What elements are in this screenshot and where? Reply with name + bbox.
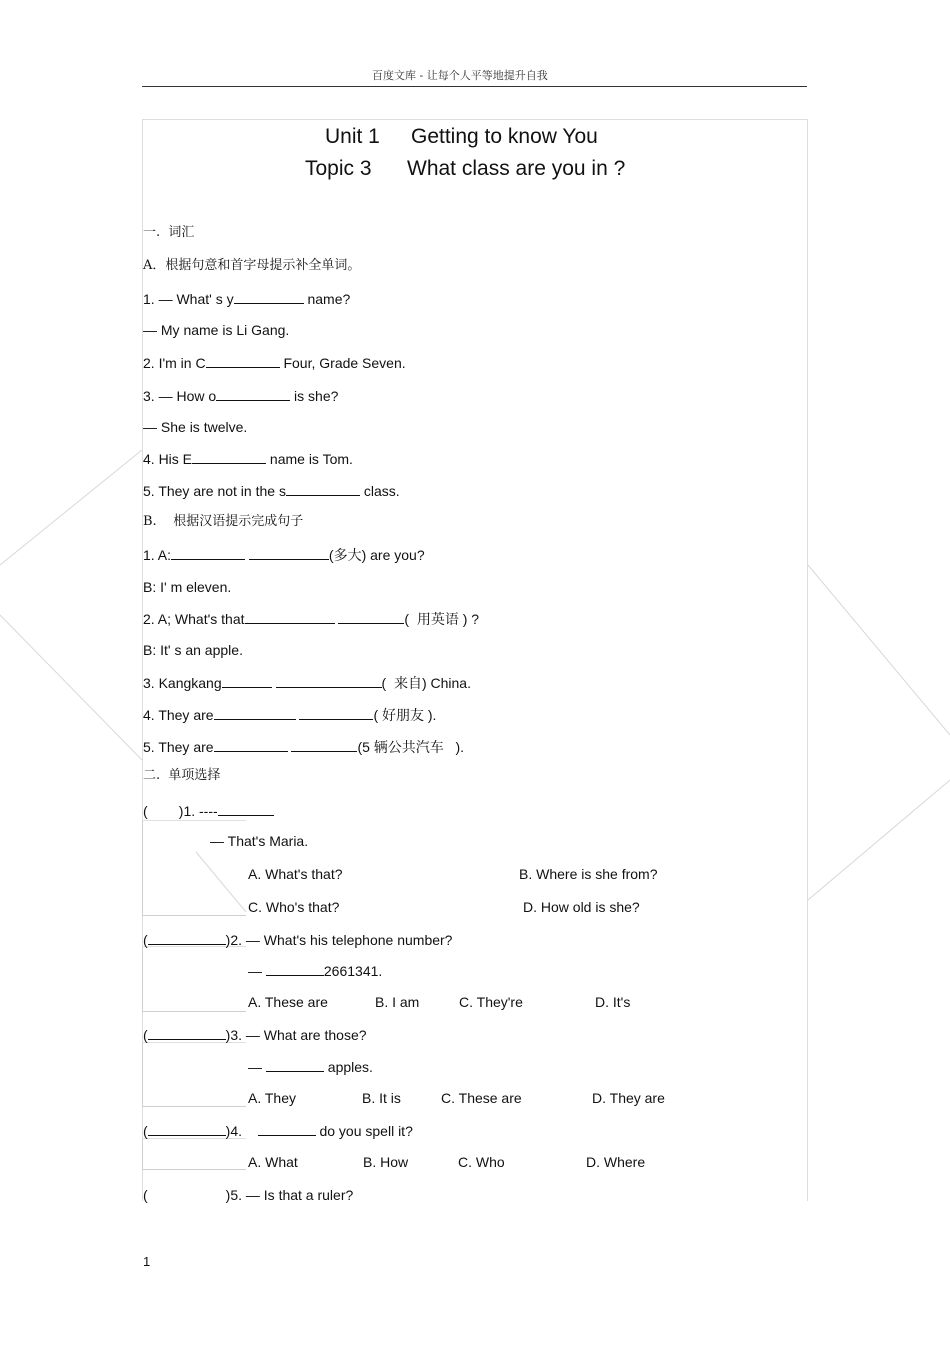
part-b-item-5: [143, 737, 464, 756]
item-hint: (多大): [328, 547, 367, 563]
part-a-item-1: [143, 289, 350, 308]
item-text: 4. His E: [143, 451, 193, 467]
question-text: )3. — What are those?: [225, 1027, 367, 1043]
part-a-item-2: [143, 353, 406, 372]
question-3-option-c[interactable]: C. These are: [441, 1090, 522, 1106]
question-2-stem: [143, 930, 452, 949]
dash: —: [248, 963, 266, 979]
question-5-stem: [143, 1185, 353, 1204]
part-b-item-3: [143, 673, 471, 692]
item-text: 3. Kangkang: [143, 675, 222, 691]
item-text: 5. They are not in the s: [143, 483, 286, 499]
question-3-stem: [143, 1025, 367, 1044]
part-b-heading: B. 根据汉语提示完成句子: [143, 514, 304, 529]
question-paren: (: [143, 1027, 148, 1043]
question-4-option-b[interactable]: B. How: [363, 1154, 409, 1170]
part-b-item-2: [143, 609, 479, 628]
part-b-item-4: [143, 705, 436, 724]
answer-blank[interactable]: [214, 705, 296, 720]
item-text: 1. — What' s y: [143, 291, 234, 307]
answer-blank[interactable]: [245, 609, 335, 624]
question-4-option-d[interactable]: D. Where: [586, 1154, 646, 1170]
answer-blank[interactable]: [148, 930, 226, 945]
item-hint: ( 用英语 ) ?: [404, 611, 480, 627]
title-unit-name: Getting to know You: [411, 125, 598, 148]
question-2-option-a[interactable]: A. These are: [248, 994, 328, 1010]
answer-blank[interactable]: [299, 705, 373, 720]
question-1-option-b[interactable]: B. Where is she from?: [519, 866, 658, 882]
question-4-option-c[interactable]: C. Who: [458, 1154, 505, 1170]
part-b-item-2-reply: B: It' s an apple.: [143, 642, 243, 658]
item-text: name?: [303, 291, 351, 307]
item-hint: ( 好朋友 ).: [373, 707, 437, 723]
question-4-stem: [143, 1121, 413, 1140]
item-hint: ( 来自): [381, 675, 427, 691]
answer-blank[interactable]: [148, 1025, 226, 1040]
question-text: )4.: [225, 1123, 243, 1139]
answer-blank[interactable]: [258, 1121, 316, 1136]
answer-blank[interactable]: [192, 449, 266, 464]
answer-blank[interactable]: [148, 1185, 226, 1200]
question-paren: (: [143, 932, 148, 948]
item-hint: (5 辆公共汽车 ).: [357, 739, 465, 755]
part-a-item-3-reply: — She is twelve.: [143, 419, 248, 435]
reply-text: apples.: [323, 1059, 373, 1075]
answer-blank[interactable]: [171, 545, 245, 560]
item-text: class.: [359, 483, 400, 499]
question-paren: (: [143, 1187, 148, 1203]
question-text: do you spell it?: [315, 1123, 413, 1139]
question-text: )5. — Is that a ruler?: [225, 1187, 354, 1203]
answer-blank[interactable]: [216, 386, 290, 401]
part-a-item-1-reply: — My name is Li Gang.: [143, 322, 290, 338]
question-text: )2. — What's his telephone number?: [225, 932, 453, 948]
question-paren: ( )1. ----: [143, 803, 218, 819]
dash: —: [248, 1059, 266, 1075]
section-choice-heading: 二. 单项选择: [143, 768, 221, 783]
part-a-item-4: [143, 449, 353, 468]
item-text: 2. A; What's that: [143, 611, 245, 627]
item-text: 5. They are: [143, 739, 214, 755]
question-2-reply: [248, 961, 382, 980]
title-unit: Unit 1: [325, 125, 380, 148]
question-paren: (: [143, 1123, 148, 1139]
reply-text: 2661341.: [323, 963, 383, 979]
answer-blank[interactable]: [291, 737, 357, 752]
answer-blank[interactable]: [276, 673, 382, 688]
answer-blank[interactable]: [266, 1057, 324, 1072]
question-3-box: [142, 1042, 246, 1107]
answer-blank[interactable]: [214, 737, 288, 752]
question-2-box: [142, 946, 246, 1012]
title-topic: Topic 3: [305, 157, 372, 180]
item-text: Four, Grade Seven.: [279, 355, 406, 371]
answer-blank[interactable]: [249, 545, 329, 560]
item-text: 1. A:: [143, 547, 172, 563]
answer-blank[interactable]: [148, 1121, 226, 1136]
answer-blank[interactable]: [222, 673, 272, 688]
part-b-item-1: [143, 545, 425, 564]
question-2-option-c[interactable]: C. They're: [459, 994, 523, 1010]
item-text: 3. — How o: [143, 388, 217, 404]
part-a-heading: A．根据句意和首字母提示补全单词。: [143, 258, 361, 273]
answer-blank[interactable]: [286, 481, 360, 496]
part-b-item-1-reply: B: I' m eleven.: [143, 579, 232, 595]
question-1-option-a[interactable]: A. What's that?: [248, 866, 343, 882]
item-text: 4. They are: [143, 707, 214, 723]
answer-blank[interactable]: [234, 289, 304, 304]
question-3-option-a[interactable]: A. They: [248, 1090, 296, 1106]
question-1-stem: [143, 801, 274, 820]
question-3-option-b[interactable]: B. It is: [362, 1090, 401, 1106]
part-a-item-3: [143, 386, 338, 405]
item-text: is she?: [290, 388, 339, 404]
question-1-reply: — That's Maria.: [210, 833, 309, 849]
title-topic-name: What class are you in ?: [407, 157, 626, 180]
item-text: name is Tom.: [266, 451, 353, 467]
question-1-option-c[interactable]: C. Who's that?: [248, 899, 340, 915]
part-a-item-5: [143, 481, 400, 500]
answer-blank[interactable]: [218, 801, 274, 816]
answer-blank[interactable]: [206, 353, 280, 368]
question-4-box: [142, 1138, 246, 1170]
page-number: 1: [143, 1254, 151, 1269]
section-vocab-heading: 一. 词汇: [143, 225, 195, 240]
answer-blank[interactable]: [266, 961, 324, 976]
question-3-option-d[interactable]: D. They are: [592, 1090, 665, 1106]
item-text: China.: [426, 675, 471, 691]
question-1-option-d[interactable]: D. How old is she?: [523, 899, 640, 915]
answer-blank[interactable]: [338, 609, 404, 624]
item-text: are you?: [366, 547, 425, 563]
question-2-option-b[interactable]: B. I am: [375, 994, 420, 1010]
page-header: 百度文库 - 让每个人平等地提升自我: [372, 69, 548, 82]
item-text: 2. I'm in C: [143, 355, 206, 371]
question-4-option-a[interactable]: A. What: [248, 1154, 298, 1170]
question-3-reply: [248, 1057, 373, 1076]
question-2-option-d[interactable]: D. It's: [595, 994, 631, 1010]
header-rule: [142, 86, 807, 87]
